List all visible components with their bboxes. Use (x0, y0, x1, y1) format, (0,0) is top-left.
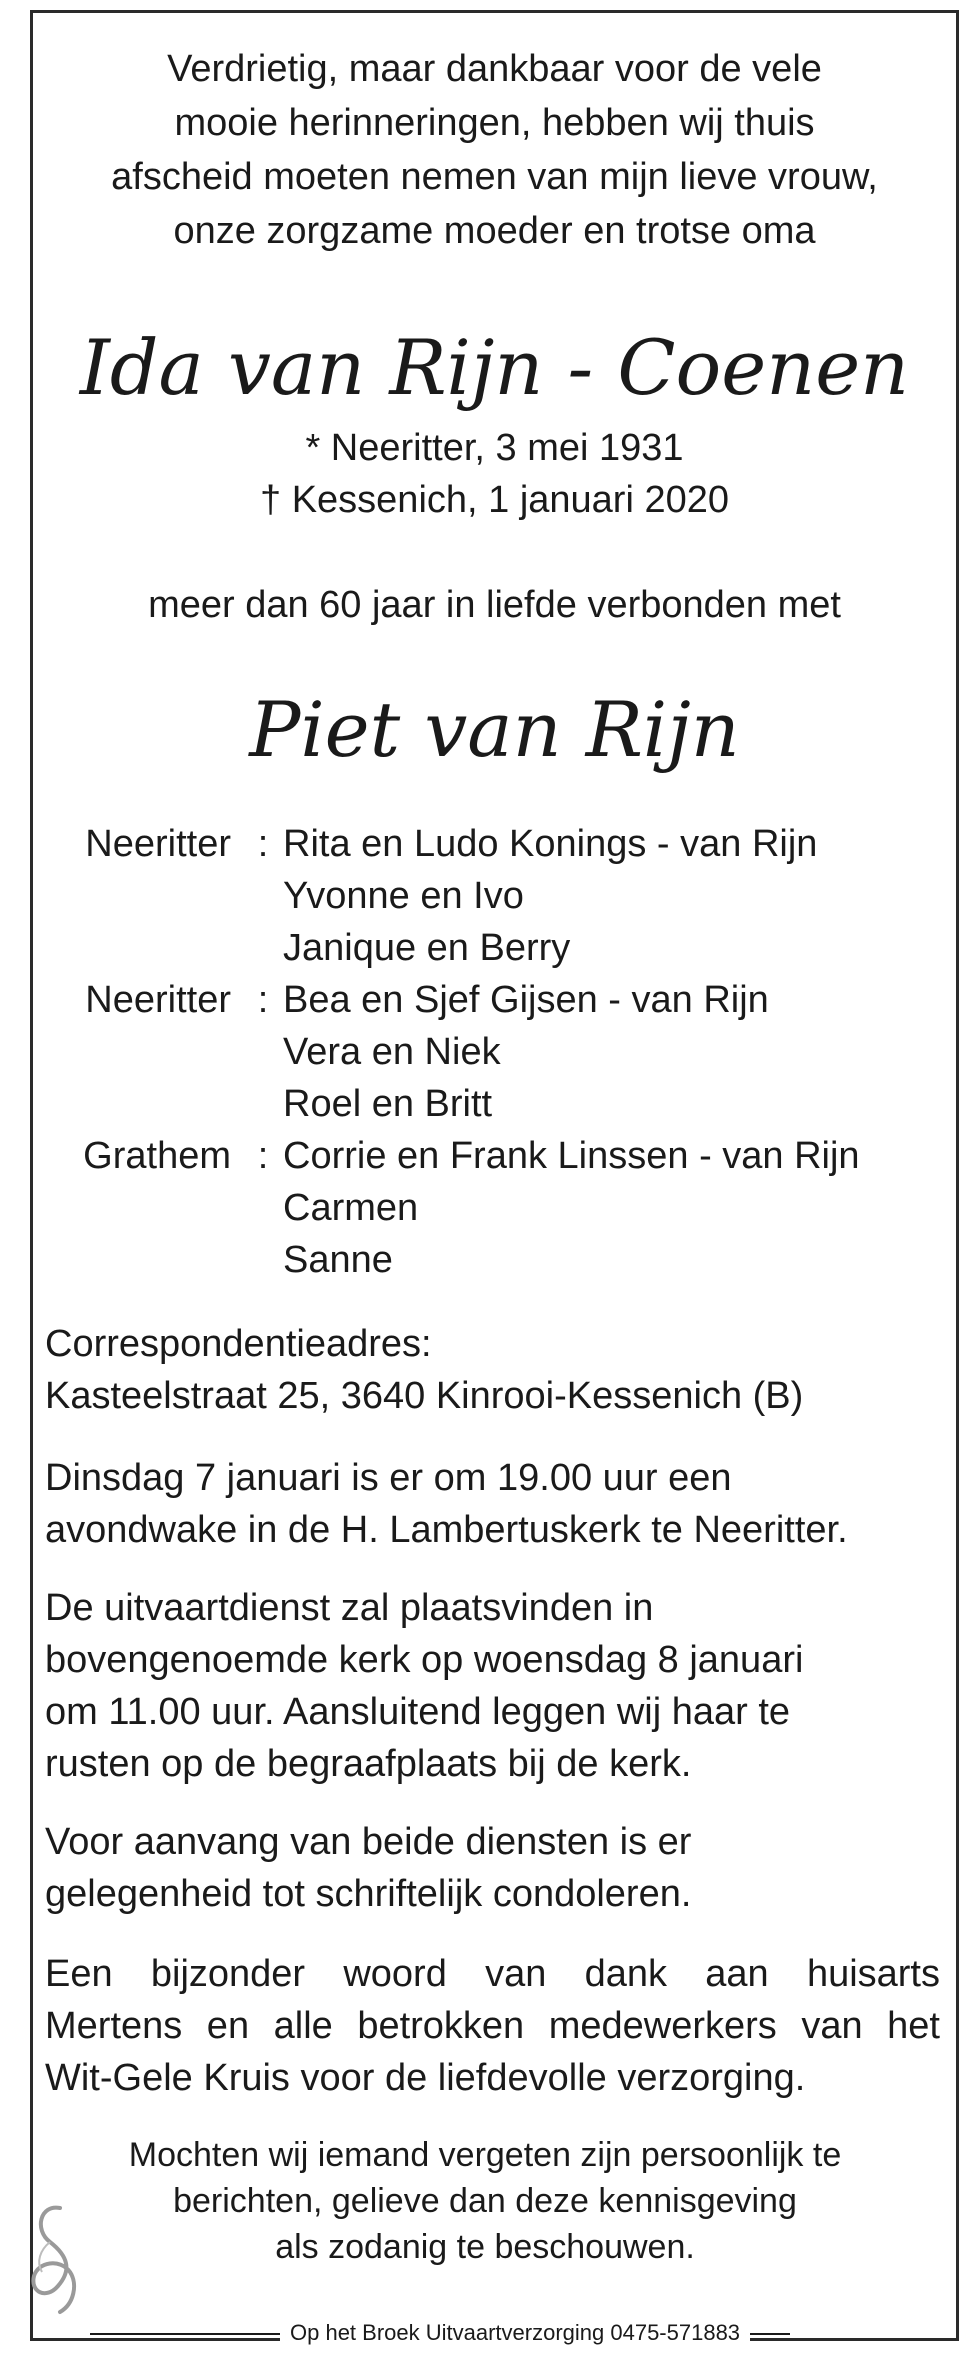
address-line: Kasteelstraat 25, 3640 Kinrooi-Kessenich (B) (45, 1375, 804, 1417)
ampersand-logo-icon (20, 2200, 90, 2320)
closing-line: als zodanig te beschouwen. (275, 2228, 695, 2266)
footer-text: Op het Broek Uitvaartverzorging 0475-571883 (280, 2318, 750, 2348)
closing-text (90, 2132, 880, 2270)
thanks-line: Mertens en alle betrokken medewerkers van het (45, 2005, 940, 2047)
footer-rule-left (90, 2333, 280, 2335)
family-list (58, 818, 860, 1286)
family-colon: : (257, 979, 269, 1021)
wake-paragraph (45, 1452, 940, 1556)
address-label: Correspondentieadres: (45, 1323, 432, 1365)
birth-date: * Neeritter, 3 mei 1931 (305, 427, 684, 469)
intro-line: Verdrietig, maar dankbaar voor de vele (167, 48, 822, 90)
intro-text (30, 42, 959, 258)
family-names (283, 974, 769, 1130)
death-date: † Kessenich, 1 januari 2020 (260, 479, 729, 521)
footer (90, 2318, 790, 2348)
family-line: Bea en Sjef Gijsen - van Rijn (283, 979, 769, 1021)
correspondence-address (45, 1318, 940, 1422)
life-dates (30, 422, 959, 526)
family-line: Yvonne en Ivo (283, 875, 524, 917)
service-line: bovengenoemde kerk op woensdag 8 januari (45, 1639, 804, 1681)
family-line: Corrie en Frank Linssen - van Rijn (283, 1135, 860, 1177)
family-group (58, 818, 860, 974)
family-place: Grathem (83, 1135, 231, 1177)
spouse-name: Piet van Rijn (249, 685, 740, 774)
intro-line: mooie herinneringen, hebben wij thuis (174, 102, 815, 144)
family-place: Neeritter (85, 979, 231, 1021)
intro-line: afscheid moeten nemen van mijn lieve vrouw, (111, 156, 878, 198)
thanks-line: Een bijzonder woord van dank aan huisarts (45, 1953, 940, 1995)
family-names (283, 1130, 860, 1286)
service-line: De uitvaartdienst zal plaatsvinden in (45, 1587, 654, 1629)
intro-line: onze zorgzame moeder en trotse oma (173, 210, 816, 252)
condolence-line: Voor aanvang van beide diensten is er (45, 1821, 692, 1863)
bond-text: meer dan 60 jaar in liefde verbonden met (148, 584, 841, 626)
family-colon: : (257, 1135, 269, 1177)
family-group (58, 974, 860, 1130)
family-line: Roel en Britt (283, 1083, 493, 1125)
condolence-paragraph (45, 1816, 940, 1920)
service-paragraph (45, 1582, 940, 1790)
family-line: Sanne (283, 1239, 393, 1281)
closing-line: berichten, gelieve dan deze kennisgeving (173, 2182, 797, 2220)
family-line: Janique en Berry (283, 927, 571, 969)
family-group (58, 1130, 860, 1286)
family-line: Rita en Ludo Konings - van Rijn (283, 823, 818, 865)
thanks-paragraph (45, 1948, 940, 2104)
condolence-line: gelegenheid tot schriftelijk condoleren. (45, 1873, 692, 1915)
closing-line: Mochten wij iemand vergeten zijn persoonlijk te (128, 2136, 842, 2174)
family-names (283, 818, 817, 974)
family-line: Vera en Niek (283, 1031, 501, 1073)
wake-line: Dinsdag 7 januari is er om 19.00 uur een (45, 1457, 732, 1499)
family-line: Carmen (283, 1187, 419, 1229)
wake-line: avondwake in de H. Lambertuskerk te Neeritter. (45, 1509, 848, 1551)
thanks-line: Wit-Gele Kruis voor de liefdevolle verzorging. (45, 2057, 806, 2099)
service-line: om 11.00 uur. Aansluitend leggen wij haar te (45, 1691, 791, 1733)
deceased-name: Ida van Rijn - Coenen (79, 323, 910, 412)
service-line: rusten op de begraafplaats bij de kerk. (45, 1743, 692, 1785)
family-place: Neeritter (85, 823, 231, 865)
family-colon: : (257, 823, 269, 865)
